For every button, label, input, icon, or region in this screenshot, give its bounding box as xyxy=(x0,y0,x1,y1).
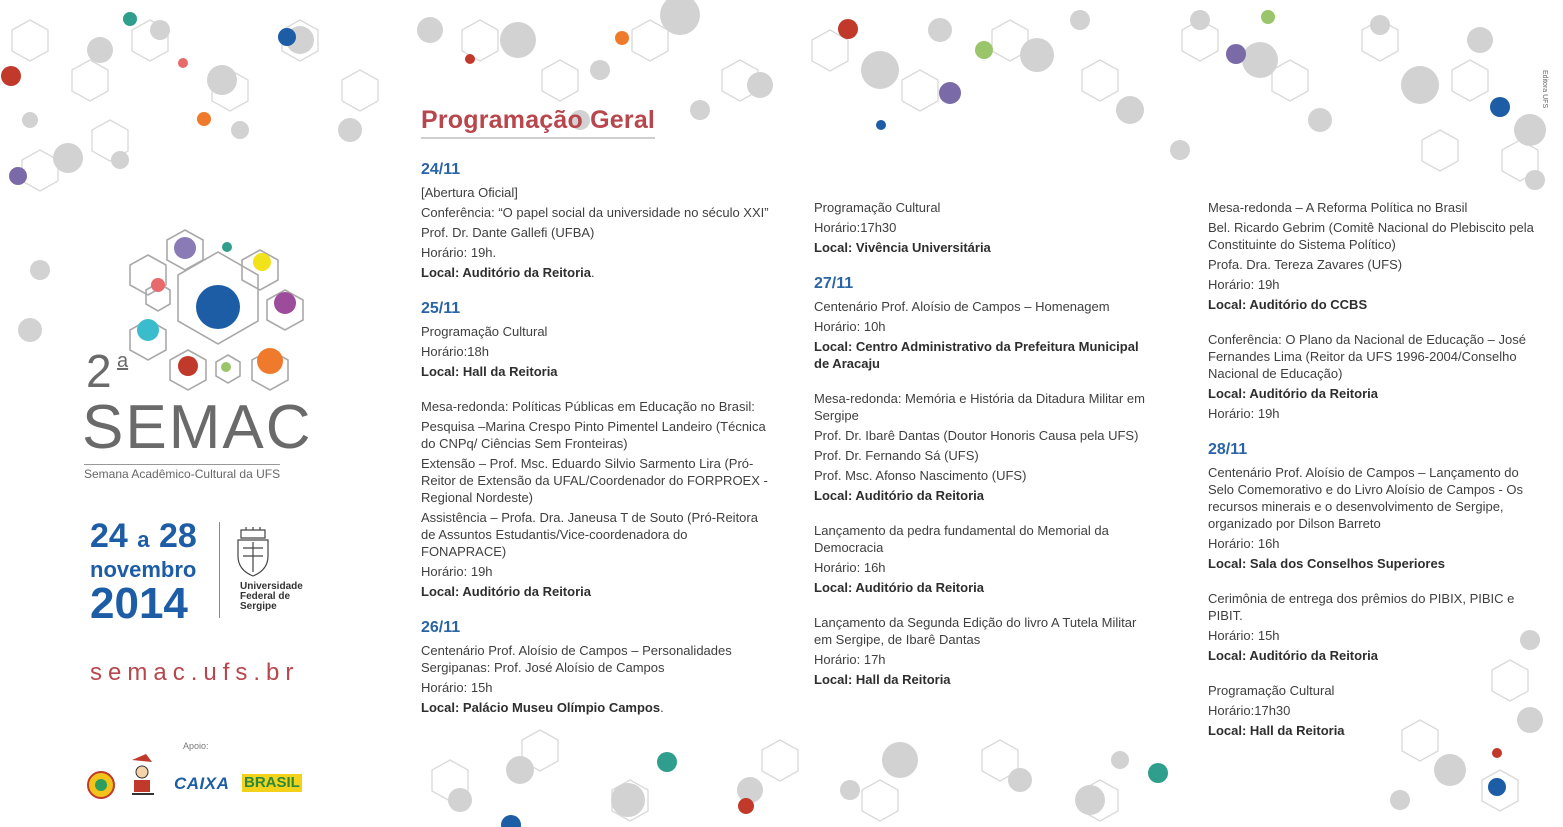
event-item xyxy=(814,298,1154,372)
event-line: Prof. Dr. Ibarê Dantas (Doutor Honoris Causa pela UFS) xyxy=(814,428,1139,443)
edition-suffix: a xyxy=(117,350,129,372)
event-local: Local: Hall da Reitoria xyxy=(421,364,558,379)
schedule-column-3 xyxy=(1208,199,1543,757)
event-local: Local: Hall da Reitoria xyxy=(814,672,951,687)
schedule-column-2 xyxy=(814,199,1154,706)
date-sep: a xyxy=(137,527,150,552)
event-line: [Abertura Oficial] xyxy=(421,185,518,200)
event-line: Horário: 19h xyxy=(1208,406,1280,421)
event-item xyxy=(1208,199,1543,313)
event-line: Programação Cultural xyxy=(814,200,941,215)
event-line: Mesa-redonda – A Reforma Política no Brasil xyxy=(1208,200,1468,215)
event-local: Local: Auditório da Reitoria xyxy=(1208,386,1378,401)
day-date: 28/11 xyxy=(1208,441,1248,458)
event-line: Mesa-redonda: Políticas Públicas em Educação no Brasil: xyxy=(421,399,755,414)
punctuation: . xyxy=(590,265,595,280)
university-name xyxy=(240,582,303,612)
event-item xyxy=(421,184,771,281)
event-line: Horário: 15h xyxy=(421,680,493,695)
day-date: 25/11 xyxy=(421,300,461,317)
event-item xyxy=(421,323,771,380)
event-item xyxy=(1208,331,1543,422)
page-title: Programação Geral xyxy=(421,106,655,139)
event-item xyxy=(421,398,771,600)
sponsor-circle-logo xyxy=(86,770,116,800)
event-line: Horário:17h30 xyxy=(814,220,897,235)
edition-number: 2 xyxy=(86,345,112,397)
event-line: Horário: 17h xyxy=(814,652,886,667)
event-name: SEMAC xyxy=(82,393,313,462)
event-line: Horário: 16h xyxy=(1208,536,1280,551)
event-local: Local: Centro Administrativo da Prefeitura Municipal de Aracaju xyxy=(814,339,1139,371)
event-line: Horário:18h xyxy=(421,344,489,359)
event-line: Centenário Prof. Aloísio de Campos – Lançamento do Selo Comemorativo e do Livro Aloísio de Campos - Os recursos minerais e o desenvolvimento de Sergipe, organizado por Dilson Barreto xyxy=(1208,465,1524,531)
website: semac.ufs.br xyxy=(90,659,300,686)
event-local: Local: Auditório da Reitoria xyxy=(814,580,984,595)
event-line: Horário: 19h. xyxy=(421,245,497,260)
event-line: Conferência: “O papel social da universidade no século XXI” xyxy=(421,205,769,220)
event-local: Local: Auditório da Reitoria xyxy=(421,584,591,599)
month: novembro xyxy=(90,557,197,582)
sponsor-caixa: CAIXA xyxy=(174,774,230,793)
divider xyxy=(219,522,220,618)
ufs-crest-icon xyxy=(233,526,273,578)
day-date: 24/11 xyxy=(421,161,461,178)
event-line: Lançamento da pedra fundamental do Memorial da Democracia xyxy=(814,523,1109,555)
punctuation: . xyxy=(660,700,664,715)
event-local: Local: Auditório do CCBS xyxy=(1208,297,1368,312)
event-line: Horário: 19h xyxy=(1208,277,1280,292)
day-date: 27/11 xyxy=(814,275,854,292)
event-line: Profa. Dra. Tereza Zavares (UFS) xyxy=(1208,257,1403,272)
event-subtitle: Semana Acadêmico-Cultural da UFS xyxy=(84,464,280,481)
event-line: Mesa-redonda: Memória e História da Ditadura Militar em Sergipe xyxy=(814,391,1145,423)
event-local: Local: Auditório da Reitoria xyxy=(1208,648,1378,663)
event-item xyxy=(814,522,1154,596)
event-line: Horário: 19h xyxy=(421,564,493,579)
event-local: Local: Vivência Universitária xyxy=(814,240,991,255)
event-item xyxy=(814,390,1154,504)
year: 2014 xyxy=(90,579,188,628)
date-start: 24 xyxy=(90,517,128,555)
event-item xyxy=(1208,590,1543,664)
event-item xyxy=(421,642,771,716)
event-line: Centenário Prof. Aloísio de Campos – Personalidades Sergipanas: Prof. José Aloísio de Campos xyxy=(421,643,732,675)
event-local: Local: Auditório da Reitoria xyxy=(814,488,984,503)
schedule-column-1 xyxy=(421,160,771,734)
event-line: Lançamento da Segunda Edição do livro A Tutela Militar em Sergipe, de Ibarê Dantas xyxy=(814,615,1137,647)
event-line: Prof. Dr. Fernando Sá (UFS) xyxy=(814,448,979,463)
university-line: Universidade xyxy=(240,581,303,592)
event-line: Horário: 15h xyxy=(1208,628,1280,643)
event-line: Horário: 16h xyxy=(814,560,886,575)
event-dates xyxy=(90,518,197,626)
event-item xyxy=(814,614,1154,688)
event-line: Horário:17h30 xyxy=(1208,703,1291,718)
event-line: Cerimônia de entrega dos prêmios do PIBIX, PIBIC e PIBIT. xyxy=(1208,591,1515,623)
event-line: Extensão – Prof. Msc. Eduardo Silvio Sarmento Lira (Pró-Reitor de Extensão da UFAL/Coordenador do FORPROEX - Regional Nordeste) xyxy=(421,456,768,505)
sponsor-mascot-logo xyxy=(128,752,158,798)
event-local: Local: Auditório da Reitoria xyxy=(421,265,591,280)
event-line: Pesquisa –Marina Crespo Pinto Pimentel Landeiro (Técnica do CNPq/ Ciências Sem Fronteiras) xyxy=(421,419,766,451)
event-line: Bel. Ricardo Gebrim (Comitê Nacional do Plebiscito pela Constituinte do Sistema Político) xyxy=(1208,220,1534,252)
apoio-label: Apoio: xyxy=(183,741,209,751)
event-line: Horário: 10h xyxy=(814,319,886,334)
date-end: 28 xyxy=(158,517,197,555)
event-line: Prof. Msc. Afonso Nascimento (UFS) xyxy=(814,468,1027,483)
credit: Editora UFS xyxy=(1541,70,1548,109)
event-line: Conferência: O Plano da Nacional de Educação – José Fernandes Lima (Reitor da UFS 1996-2004/Conselho Nacional de Educação) xyxy=(1208,332,1526,381)
event-line: Programação Cultural xyxy=(1208,683,1335,698)
event-local: Local: Palácio Museu Olímpio Campos xyxy=(421,700,661,715)
event-local: Local: Hall da Reitoria xyxy=(1208,723,1345,738)
event-line: Centenário Prof. Aloísio de Campos – Homenagem xyxy=(814,299,1110,314)
event-local: Local: Sala dos Conselhos Superiores xyxy=(1208,556,1445,571)
university-line: Sergipe xyxy=(240,601,277,612)
event-line: Programação Cultural xyxy=(421,324,548,339)
sponsor-brasil: BRASIL xyxy=(244,774,300,791)
event-line: Assistência – Profa. Dra. Janeusa T de Souto (Pró-Reitora de Assuntos Estudantis/Vice-coordenadora do FONAPRACE) xyxy=(421,510,758,559)
day-date: 26/11 xyxy=(421,619,461,636)
event-item xyxy=(1208,682,1543,739)
event-item xyxy=(814,199,1154,256)
event-item xyxy=(1208,464,1543,572)
event-line: Prof. Dr. Dante Gallefi (UFBA) xyxy=(421,225,595,240)
university-line: Federal de xyxy=(240,591,291,602)
